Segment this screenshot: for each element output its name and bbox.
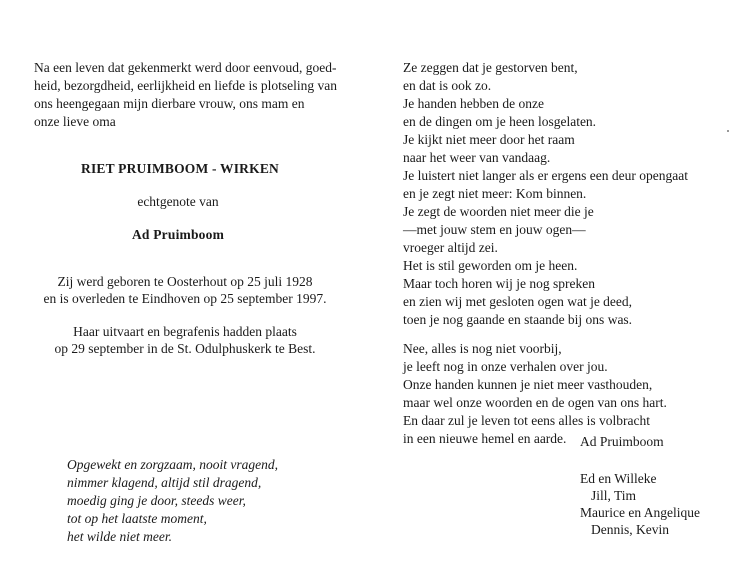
verse-two-line-6: in een nieuwe hemel en aarde.: [403, 431, 567, 446]
signature-grandchildren-1: Jill, Tim: [591, 488, 637, 503]
intro-line-2: heid, bezorgdheid, eerlijkheid en liefde is plotseling van: [34, 78, 338, 93]
intro-line-4: onze lieve oma: [34, 114, 116, 129]
intro-line-1: Na een leven dat gekenmerkt werd door eenvoud, goed-: [34, 60, 337, 75]
poem-line-5: het wilde niet meer.: [67, 529, 172, 544]
verse-two-line-4: maar wel onze woorden en de ogen van ons hart.: [403, 395, 667, 410]
verse-one-line-4: en de dingen om je heen losgelaten.: [403, 114, 597, 129]
signature-husband: Ad Pruimboom: [580, 434, 664, 449]
verse-two-line-3: Onze handen kunnen je niet meer vasthouden,: [403, 377, 653, 392]
verse-one-line-1: Ze zeggen dat je gestorven bent,: [403, 60, 578, 75]
spouse-of-label: echtgenote van: [137, 194, 219, 209]
funeral-line-2: op 29 september in de St. Odulphuskerk te Best.: [54, 341, 316, 356]
verse-one-line-9: Je zegt de woorden niet meer die je: [403, 204, 594, 219]
poem-line-1: Opgewekt en zorgzaam, nooit vragend,: [67, 457, 278, 472]
poem-line-3: moedig ging je door, steeds weer,: [67, 493, 246, 508]
intro-line-3: ons heengegaan mijn dierbare vrouw, ons mam en: [34, 96, 305, 111]
signature-grandchildren-2: Dennis, Kevin: [591, 522, 669, 537]
death-line: en is overleden te Eindhoven op 25 september 1997.: [43, 291, 327, 306]
signature-children-1: Ed en Willeke: [580, 471, 657, 486]
verse-one-line-7: Je luistert niet langer als er ergens een deur opengaat: [403, 168, 689, 183]
poem-line-4: tot op het laatste moment,: [67, 511, 207, 526]
verse-one-line-8: en je zegt niet meer: Kom binnen.: [403, 186, 587, 201]
verse-one-line-14: en zien wij met gesloten ogen wat je deed,: [403, 294, 633, 309]
verse-one-line-13: Maar toch horen wij je nog spreken: [403, 276, 595, 291]
signature-children-2: Maurice en Angelique: [580, 505, 700, 520]
verse-one-line-10: —met jouw stem en jouw ogen—: [403, 222, 586, 237]
verse-one-line-6: naar het weer van vandaag.: [403, 150, 551, 165]
verse-one-line-5: Je kijkt niet meer door het raam: [403, 132, 575, 147]
funeral-line-1: Haar uitvaart en begrafenis hadden plaats: [73, 324, 297, 339]
verse-one-line-15: toen je nog gaande en staande bij ons was.: [403, 312, 633, 327]
poem-line-2: nimmer klagend, altijd stil dragend,: [67, 475, 262, 490]
verse-one-line-12: Het is stil geworden om je heen.: [403, 258, 578, 273]
deceased-name: RIET PRUIMBOOM - WIRKEN: [81, 161, 279, 176]
scan-speck: [727, 130, 729, 132]
verse-two-line-1: Nee, alles is nog niet voorbij,: [403, 341, 562, 356]
verse-two-line-2: je leeft nog in onze verhalen over jou.: [403, 359, 608, 374]
verse-one-line-3: Je handen hebben de onze: [403, 96, 544, 111]
verse-one-line-11: vroeger altijd zei.: [403, 240, 498, 255]
verse-one-line-2: en dat is ook zo.: [403, 78, 492, 93]
birth-line: Zij werd geboren te Oosterhout op 25 juli 1928: [57, 274, 313, 289]
spouse-name: Ad Pruimboom: [131, 227, 225, 242]
verse-two-line-5: En daar zul je leven tot eens alles is volbracht: [403, 413, 651, 428]
